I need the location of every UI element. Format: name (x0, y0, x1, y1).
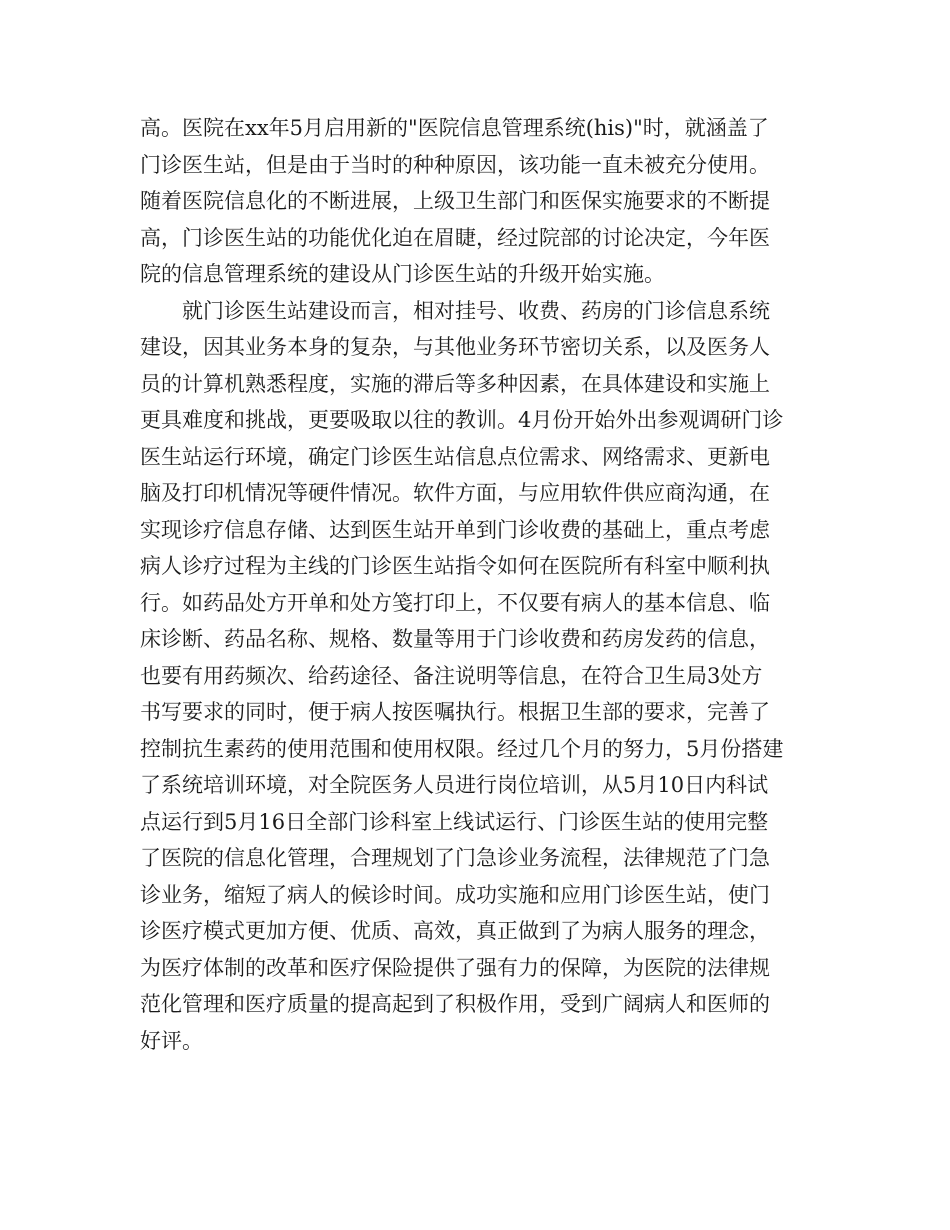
text-line: 诊医疗模式更加方便、优质、高效，真正做到了为病人服务的理念， (140, 919, 770, 943)
body-text (140, 110, 820, 1059)
text-line: 好评。 (140, 1028, 203, 1053)
text-line: 高。医院在xx年5月启用新的"医院信息管理系统(his)"时，就涵盖了 (140, 116, 769, 140)
text-line: 随着医院信息化的不断进展，上级卫生部门和医保实施要求的不断提 (140, 189, 770, 213)
text-line: 病人诊疗过程为主线的门诊医生站指令如何在医院所有科室中顺利执 (140, 554, 770, 578)
text-line: 高，门诊医生站的功能优化迫在眉睫，经过院部的讨论决定，今年医 (140, 225, 770, 250)
text-line: 为医疗体制的改革和医疗保险提供了强有力的保障，为医院的法律规 (140, 955, 770, 980)
text-line: 床诊断、药品名称、规格、数量等用于门诊收费和药房发药的信息， (140, 627, 770, 651)
text-line: 实现诊疗信息存储、达到医生站开单到门诊收费的基础上，重点考虑 (140, 517, 770, 542)
text-line: 就门诊医生站建设而言，相对挂号、收费、药房的门诊信息系统 (182, 298, 770, 323)
text-line: 了系统培训环境，对全院医务人员进行岗位培训，从5月10日内科试 (140, 773, 769, 797)
text-line: 院的信息管理系统的建设从门诊医生站的升级开始实施。 (140, 262, 665, 286)
text-line: 了医院的信息化管理，合理规划了门急诊业务流程，法律规范了门急 (140, 846, 770, 870)
text-line: 点运行到5月16日全部门诊科室上线试运行、门诊医生站的使用完整 (140, 809, 769, 834)
text-line: 更具难度和挑战，更要吸取以往的教训。4月份开始外出参观调研门诊 (140, 408, 784, 432)
text-line: 范化管理和医疗质量的提高起到了积极作用，受到广阔病人和医师的 (140, 992, 770, 1016)
text-line: 诊业务，缩短了病人的候诊时间。成功实施和应用门诊医生站，使门 (140, 882, 770, 907)
text-line: 脑及打印机情况等硬件情况。软件方面，与应用软件供应商沟通，在 (140, 481, 770, 505)
text-line: 医生站运行环境，确定门诊医生站信息点位需求、网络需求、更新电 (140, 444, 770, 469)
text-line: 建设，因其业务本身的复杂，与其他业务环节密切关系，以及医务人 (140, 335, 770, 359)
text-line: 行。如药品处方开单和处方笺打印上，不仅要有病人的基本信息、临 (140, 590, 770, 615)
paragraph-2 (140, 293, 820, 1060)
text-line: 也要有用药频次、给药途径、备注说明等信息，在符合卫生局3处方 (140, 663, 763, 688)
text-line: 员的计算机熟悉程度，实施的滞后等多种因素，在具体建设和实施上 (140, 371, 770, 396)
text-line: 门诊医生站，但是由于当时的种种原因，该功能一直未被充分使用。 (140, 152, 770, 177)
text-line: 控制抗生素药的使用范围和使用权限。经过几个月的努力，5月份搭建 (140, 736, 784, 761)
text-line: 书写要求的同时，便于病人按医嘱执行。根据卫生部的要求，完善了 (140, 700, 770, 724)
paragraph-1 (140, 110, 820, 293)
